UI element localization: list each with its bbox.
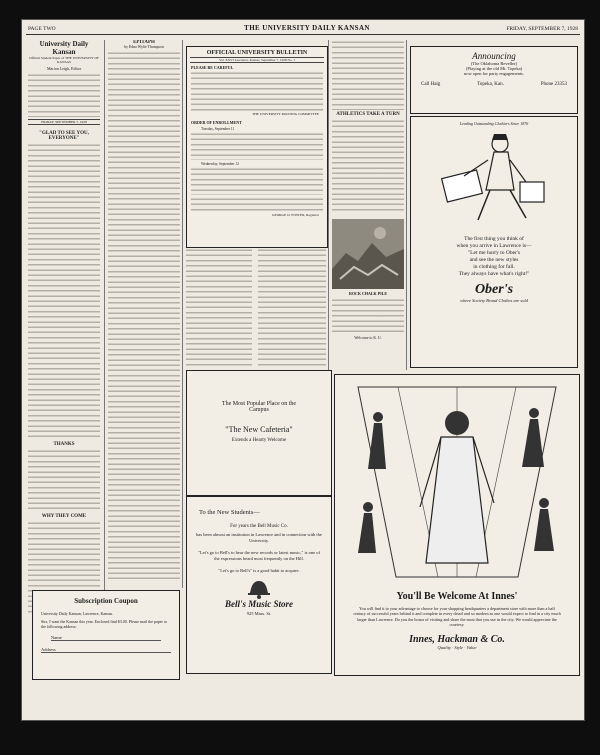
cafeteria-name: "The New Cafeteria" <box>225 425 293 434</box>
column-4-text <box>258 248 326 368</box>
obers-copy-6: They always have what's right!" <box>458 271 530 277</box>
bulletin-heading-enrollment: ORDER OF ENROLLMENT <box>191 120 242 125</box>
editorial-body-1 <box>28 143 100 439</box>
column-5-top-text <box>332 40 404 110</box>
bells-lead: For years the Bell Music Co. <box>230 524 288 529</box>
subscription-coupon <box>32 590 180 680</box>
column-divider <box>182 40 183 588</box>
obers-copy-2: when you arrive in Lawrence is— <box>456 243 532 249</box>
obers-copy-3: "Let me hurry to Ober's <box>467 250 521 256</box>
column-2 <box>108 40 180 588</box>
bulletin-day-1: Tuesday, September 11 <box>201 127 235 131</box>
bulletin-schedule-1 <box>191 132 323 160</box>
cafeteria-ad <box>186 370 332 496</box>
column-5 <box>332 40 404 370</box>
masthead-dateline: FRIDAY, SEPTEMBER 7, 1928 <box>28 119 100 125</box>
obers-tagline: Leading Outstanding Clothiers Since 1876 <box>459 121 529 126</box>
coupon-title: Subscription Coupon <box>74 597 138 605</box>
official-bulletin <box>186 46 328 248</box>
bell-icon <box>246 579 272 599</box>
editorial-heading-3: WHY THEY COME <box>41 514 87 519</box>
photo-credit: Welcome to K. U. <box>354 336 382 340</box>
innes-tagline: Quality · Style · Value <box>437 644 477 650</box>
obers-copy-5: in clothing for fall. <box>473 264 515 270</box>
announcing-line-2: (Playing at the old Mt. Topeka) <box>465 66 523 71</box>
column-divider <box>406 40 407 370</box>
coupon-address-field[interactable] <box>41 647 171 653</box>
photo-text <box>332 298 404 334</box>
fashion-illustration <box>338 377 576 587</box>
coupon-body: Sirs, I want the Kansan this year. Enclosed find $3.00. Please mail the paper to the following address: <box>41 619 167 629</box>
coupon-recipient: University Daily Kansan, Lawrence, Kansas. <box>41 611 114 616</box>
coupon-address-label: Address <box>41 647 56 652</box>
obers-copy-4: and see the new styles <box>469 257 519 263</box>
photo-caption: ROCK CHALK PILE <box>348 291 387 296</box>
editorial-heading-1: "GLAD TO SEE YOU, EVERYONE" <box>39 131 89 141</box>
page-number: PAGE TWO <box>28 26 56 32</box>
obers-logo: Ober's <box>474 282 514 297</box>
athletics-body <box>332 119 404 213</box>
bulletin-signer-1: THE UNIVERSITY ROOTING COMMITTEE <box>252 112 319 116</box>
coupon-name-field[interactable] <box>51 635 161 641</box>
innes-ad <box>334 374 580 676</box>
bells-quote-2: "Let's go to Bell's" is a good habit to acquire. <box>218 568 300 573</box>
announcing-city: Topeka, Kan. <box>477 82 504 87</box>
epitaph-title: EPITAPH <box>133 40 155 45</box>
obers-slogan: where Society Brand Clothes are sold <box>460 298 528 303</box>
page-date: FRIDAY, SEPTEMBER 7, 1928 <box>506 26 578 32</box>
rock-chalk-photo <box>332 219 404 289</box>
announcing-contact-row <box>421 82 567 87</box>
epitaph-body <box>108 51 180 581</box>
coupon-name-label: Name <box>51 635 62 640</box>
bulletin-body-careful <box>191 71 323 111</box>
bells-head: To the New Students— <box>199 509 260 516</box>
announcing-contact: Call Haig <box>421 82 441 87</box>
announcing-ad <box>410 46 578 114</box>
obers-copy-1: The first thing you think of <box>464 236 524 242</box>
bells-body: has been almost an institution in Lawrence and in connection with the University. <box>196 532 322 543</box>
announcing-line-3: now open for party engagements. <box>463 71 525 76</box>
bells-ad <box>186 496 332 674</box>
masthead-editor: Marion Leigh, Editor <box>46 66 82 71</box>
editorial-heading-2: THANKS <box>53 442 75 447</box>
masthead-subtitle: Official Student Paper of THE UNIVERSITY OF KANSAS <box>29 56 99 64</box>
traveler-illustration <box>434 130 554 232</box>
cafeteria-line-2: Campus <box>249 407 269 413</box>
bells-logo: Bell's Music Store <box>224 599 293 609</box>
obers-ad <box>410 116 578 368</box>
newspaper-page <box>22 20 584 720</box>
innes-headline: You'll Be Welcome At Innes' <box>396 591 518 602</box>
cafeteria-welcome: Extends a Hearty Welcome <box>231 438 287 443</box>
innes-logo: Innes, Hackman & Co. <box>409 633 505 645</box>
bulletin-signer-2: GEORGE O. FOSTER, Registrar <box>272 213 319 217</box>
masthead-title: University Daily Kansan <box>39 40 89 56</box>
bulletin-issue: Vol. XXVI Lawrence, Kansas, September 7, 1928 No. 1 <box>190 57 324 63</box>
announcing-phone: Phone 23353 <box>540 82 567 87</box>
editorial-body-2 <box>28 449 100 511</box>
page-header <box>22 24 584 34</box>
column-3-text <box>186 248 252 368</box>
athletics-heading: ATHLETICS TAKE A TURN <box>336 112 400 117</box>
innes-body: You will find it to your advantage to choose for your shopping headquarters a department store with more than a half century of successful years behind it and complete in every detail and so modern as one would expect to find in a city much larger than Lawrence. Do you the honor of visiting and share the most that you use in the city. We would appreciate the courtesy. <box>353 606 561 628</box>
bells-address: 925 Mass. St. <box>246 611 272 616</box>
announcing-line-1: (The Oklahoma Reveller) <box>470 61 518 66</box>
column-divider <box>328 40 329 370</box>
masthead-staff <box>28 73 100 117</box>
column-divider <box>104 40 105 600</box>
cafeteria-line-1: The Most Popular Place on the <box>221 401 297 407</box>
epitaph-author: by Edna Wylie Thompson <box>124 45 164 49</box>
bulletin-heading-careful: PLEASE BE CAREFUL <box>191 65 234 70</box>
bulletin-notice <box>191 197 323 211</box>
newspaper-title: THE UNIVERSITY DAILY KANSAN <box>244 24 370 32</box>
bulletin-schedule-2 <box>191 167 323 195</box>
bulletin-title: OFFICIAL UNIVERSITY BULLETIN <box>206 50 308 56</box>
bells-quote-1: "Let's go to Bell's to hear the new records or latest music," is one of the expressions heard most frequently on the Hill. <box>198 550 320 561</box>
header-rule <box>26 34 580 35</box>
bulletin-day-2: Wednesday, September 12 <box>201 162 239 166</box>
announcing-title: Announcing <box>472 51 516 61</box>
